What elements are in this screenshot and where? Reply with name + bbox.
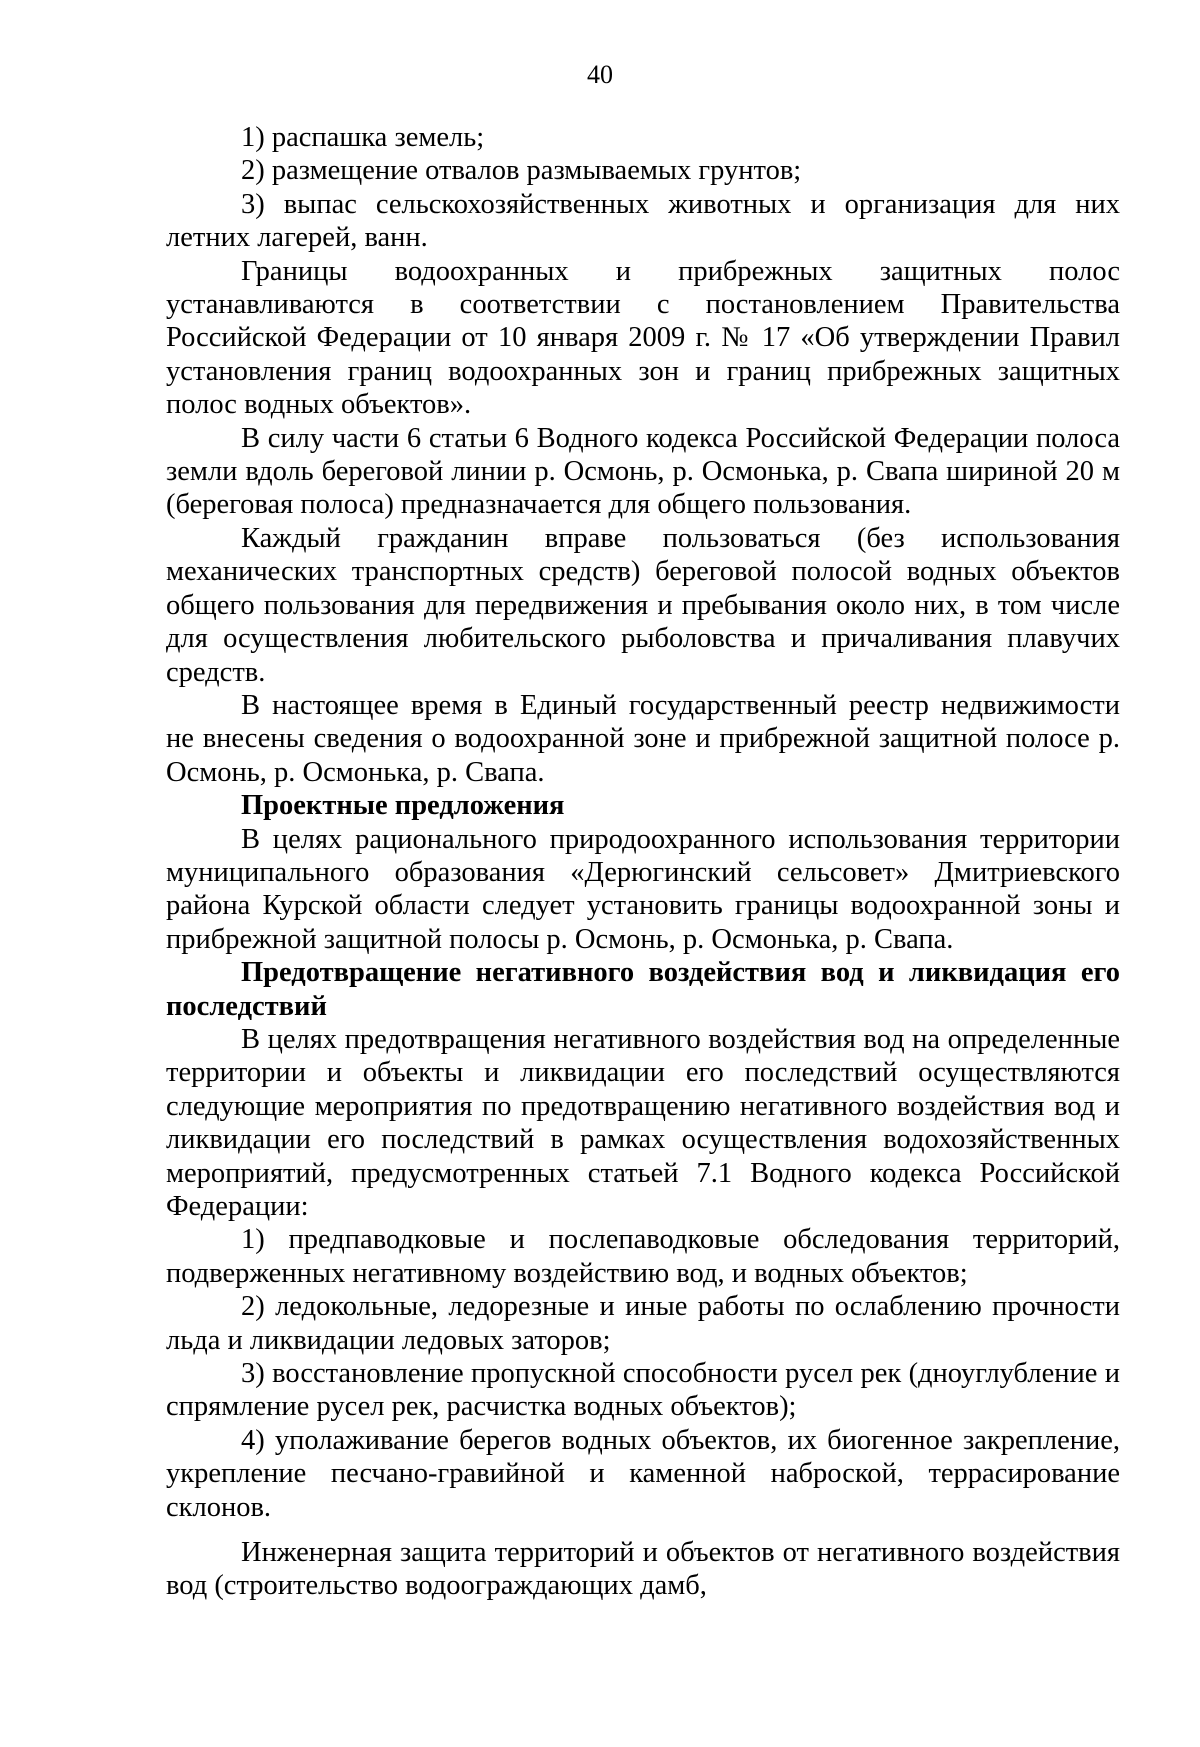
paragraph-boundaries: Границы водоохранных и прибрежных защитных полос устанавливаются в соответствии с постановлением Правительства Российской Федерации от 10 января 2009 г. № 17 «Об утверждении Правил установления границ водоохранных зон и границ прибрежных защитных полос водных объектов». xyxy=(166,255,1120,421)
list-item-grazing: 3) выпас сельскохозяйственных животных и организация для них летних лагерей, ванн. xyxy=(166,188,1120,254)
page-number: 40 xyxy=(587,60,613,89)
list-item-ice-works: 2) ледокольные, ледорезные и иные работы по ослаблению прочности льда и ликвидации ледовых заторов; xyxy=(166,1291,1120,1356)
paragraph-registry: В настоящее время в Единый государственный реестр недвижимости не внесены сведения о водоохранной зоне и прибрежной защитной полосе р. Осмонь, р. Осмонька, р. Свапа. xyxy=(166,689,1120,788)
paragraph-citizen-rights: Каждый гражданин вправе пользоваться (без использования механических транспортных средств) береговой полосой водных объектов общего пользования для передвижения и пребывания около них, в том числе для осуществления любительского рыболовства и причаливания плавучих средств. xyxy=(166,522,1120,688)
list-item-bank-stabilization: 4) уполаживание берегов водных объектов, их биогенное закрепление, укрепление песчано-гравийной и каменной наброской, террасирование склонов. xyxy=(166,1424,1120,1523)
list-item-dumps: 2) размещение отвалов размываемых грунтов; xyxy=(241,155,802,187)
document-body xyxy=(166,121,1120,1603)
section-heading-proposals: Проектные предложения xyxy=(241,790,565,822)
paragraph-coastal-strip: В силу части 6 статьи 6 Водного кодекса Российской Федерации полоса земли вдоль береговой линии р. Осмонь, р. Осмонька, р. Свапа шириной 20 м (береговая полоса) предназначается для общего пользования. xyxy=(166,422,1120,521)
paragraph-engineering-protection: Инженерная защита территорий и объектов от негативного воздействия вод (строительство водоограждающих дамб, xyxy=(166,1537,1120,1602)
list-item-channel-restoration: 3) восстановление пропускной способности русел рек (дноуглубление и спрямление русел рек, расчистка водных объектов); xyxy=(166,1358,1120,1423)
paragraph-proposals: В целях рационального природоохранного использования территории муниципального образования «Дерюгинский сельсовет» Дмитриевского района Курской области следует установить границы водоохранной зоны и прибрежной защитной полосы р. Осмонь, р. Осмонька, р. Свапа. xyxy=(166,823,1120,955)
list-item-plowing: 1) распашка земель; xyxy=(241,122,485,153)
list-item-surveys: 1) предпаводковые и послепаводковые обследования территорий, подверженных негативному воздействию вод, и водных объектов; xyxy=(166,1224,1120,1289)
paragraph-prevention-measures: В целях предотвращения негативного воздействия вод на определенные территории и объекты и ликвидации его последствий осуществляются следующие мероприятия по предотвращению негативного воздействия вод и ликвидации его последствий в рамках осуществления водохозяйственных мероприятий, предусмотренных статьей 7.1 Водного кодекса Российской Федерации: xyxy=(166,1023,1120,1222)
section-heading-prevention: Предотвращение негативного воздействия вод и ликвидация его последствий xyxy=(166,957,1120,1022)
